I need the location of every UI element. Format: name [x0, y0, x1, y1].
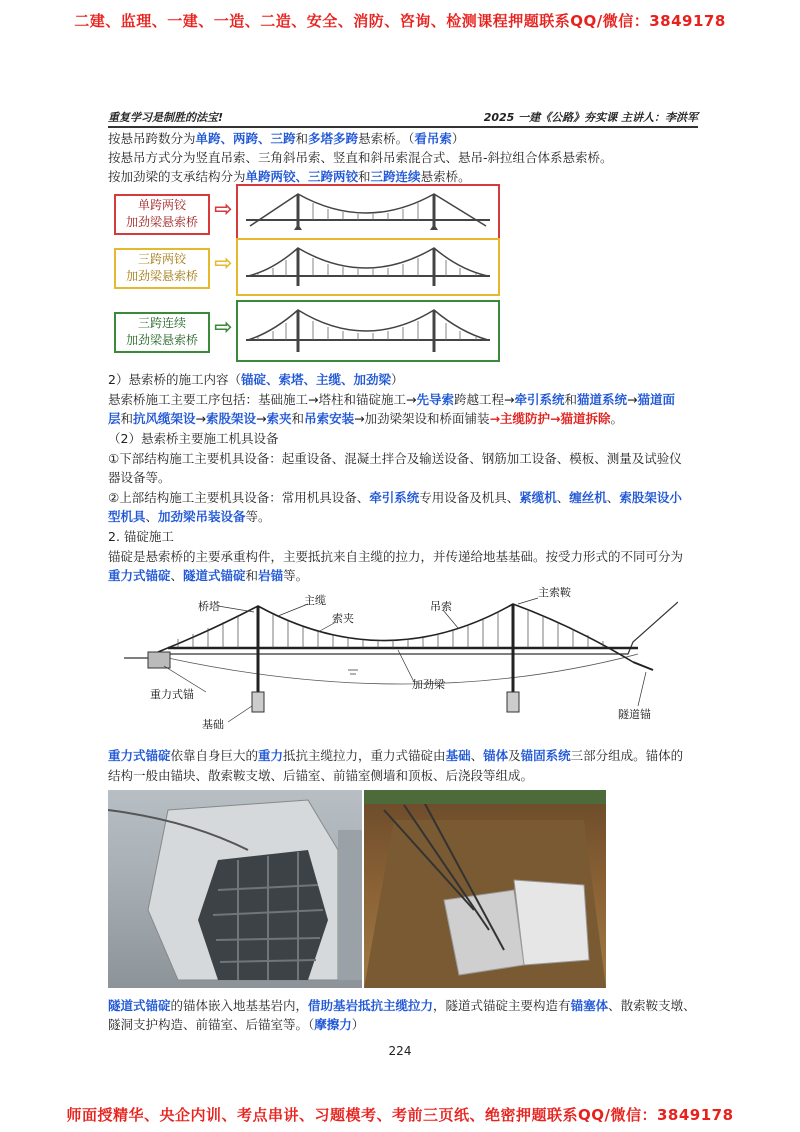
gravity-anchor-desc-1: 重力式锚碇依靠自身巨大的重力抵抗主缆拉力，重力式锚碇由基础、锚体及锚固系统三部分组成。锚体的 [108, 748, 684, 763]
header-right: 2025 一建《公路》夯实课 主讲人：李洪军 [483, 111, 698, 124]
label-tower: 桥塔 [198, 600, 220, 613]
text-line-span: 按悬吊跨数分为单跨、两跨、三跨和多塔多跨悬索桥。（看吊索） [108, 131, 465, 146]
header-left: 重复学习是制胜的法宝! [108, 111, 224, 124]
process-line-1: 悬索桥施工主要工序包括：基础施工→塔柱和锚碇施工→先导索跨越工程→牵引系统和猫道系统→猫道面 [108, 392, 675, 407]
arrow-right-icon: ⇨ [214, 315, 233, 340]
equipment-upper-1: ②上部结构施工主要机具设备：常用机具设备、牵引系统专用设备及机具、紧缆机、缠丝机、索股架设小 [108, 490, 682, 505]
equipment-upper-2: 型机具、加劲梁吊装设备等。 [108, 509, 271, 524]
page-number: 224 [388, 1044, 412, 1058]
bottom-banner: 师面授精华、央企内训、考点串讲、习题模考、考前三页纸、绝密押题联系QQ/微信：3849178 [66, 1106, 734, 1124]
label-clamp: 索夹 [332, 612, 354, 625]
label-foundation: 基础 [202, 718, 224, 731]
page-header [108, 108, 698, 128]
process-line-2: 层和抗风缆架设→索股架设→索夹和吊索安装→加劲梁架设和桥面铺装→主缆防护→猫道拆除。 [108, 411, 624, 426]
tunnel-anchor-desc-1: 隧道式锚碇的锚体嵌入地基基岩内，借助基岩抵抗主缆拉力，隧道式锚碇主要构造有锚塞体、散索鞍支墩、 [108, 998, 696, 1013]
label-saddle: 主索鞍 [538, 586, 571, 599]
label-girder: 加劲梁 [412, 678, 445, 691]
type-diagram-2 [236, 238, 500, 296]
anchorage-desc-2: 重力式锚碇、隧道式锚碇和岩锚等。 [108, 568, 309, 583]
type-label-2: 三跨两铰 加劲梁悬索桥 [114, 248, 210, 289]
section-anchorage: 2. 锚碇施工 [108, 529, 174, 544]
equipment-lower-2: 器设备等。 [108, 470, 171, 485]
gravity-anchor-photo [108, 790, 362, 988]
top-banner: 二建、监理、一建、一造、二造、安全、消防、咨询、检测课程押题联系QQ/微信：3849178 [74, 12, 726, 30]
text-line-support: 按加劲梁的支承结构分为单跨两铰、三跨两铰和三跨连续悬索桥。 [108, 169, 471, 184]
tunnel-anchor-desc-2: 隧洞支护构造、前锚室、后锚室等。（摩擦力） [108, 1017, 365, 1032]
suspension-bridge-diagram [118, 582, 678, 740]
type-label-1: 单跨两铰 加劲梁悬索桥 [114, 194, 210, 235]
label-tunnel-anchor: 隧道锚 [618, 708, 651, 721]
type-diagram-1 [236, 184, 500, 240]
gravity-anchor-desc-2: 结构一般由锚块、散索鞍支墩、后锚室、前锚室侧墙和顶板、后浇段等组成。 [108, 768, 534, 783]
anchorage-desc-1: 锚碇是悬索桥的主要承重构件，主要抵抗来自主缆的拉力，并传递给地基基础。按受力形式的不同可分为 [108, 549, 684, 564]
type-label-3: 三跨连续 加劲梁悬索桥 [114, 312, 210, 353]
arrow-right-icon: ⇨ [214, 197, 233, 222]
section-construction-content: 2）悬索桥的施工内容（锚碇、索塔、主缆、加劲梁） [108, 372, 404, 387]
section-equipment: （2）悬索桥主要施工机具设备 [108, 431, 279, 446]
label-hanger: 吊索 [430, 600, 452, 613]
label-main-cable: 主缆 [304, 594, 326, 607]
type-diagram-3 [236, 300, 500, 362]
tunnel-anchor-photo [364, 790, 606, 988]
text-line-hanging: 按悬吊方式分为竖直吊索、三角斜吊索、竖直和斜吊索混合式、悬吊-斜拉组合体系悬索桥。 [108, 150, 613, 165]
label-gravity-anchor: 重力式锚 [150, 688, 194, 701]
equipment-lower-1: ①下部结构施工主要机具设备：起重设备、混凝土拌合及输送设备、钢筋加工设备、模板、测量及试验仪 [108, 451, 682, 466]
arrow-right-icon: ⇨ [214, 251, 233, 276]
